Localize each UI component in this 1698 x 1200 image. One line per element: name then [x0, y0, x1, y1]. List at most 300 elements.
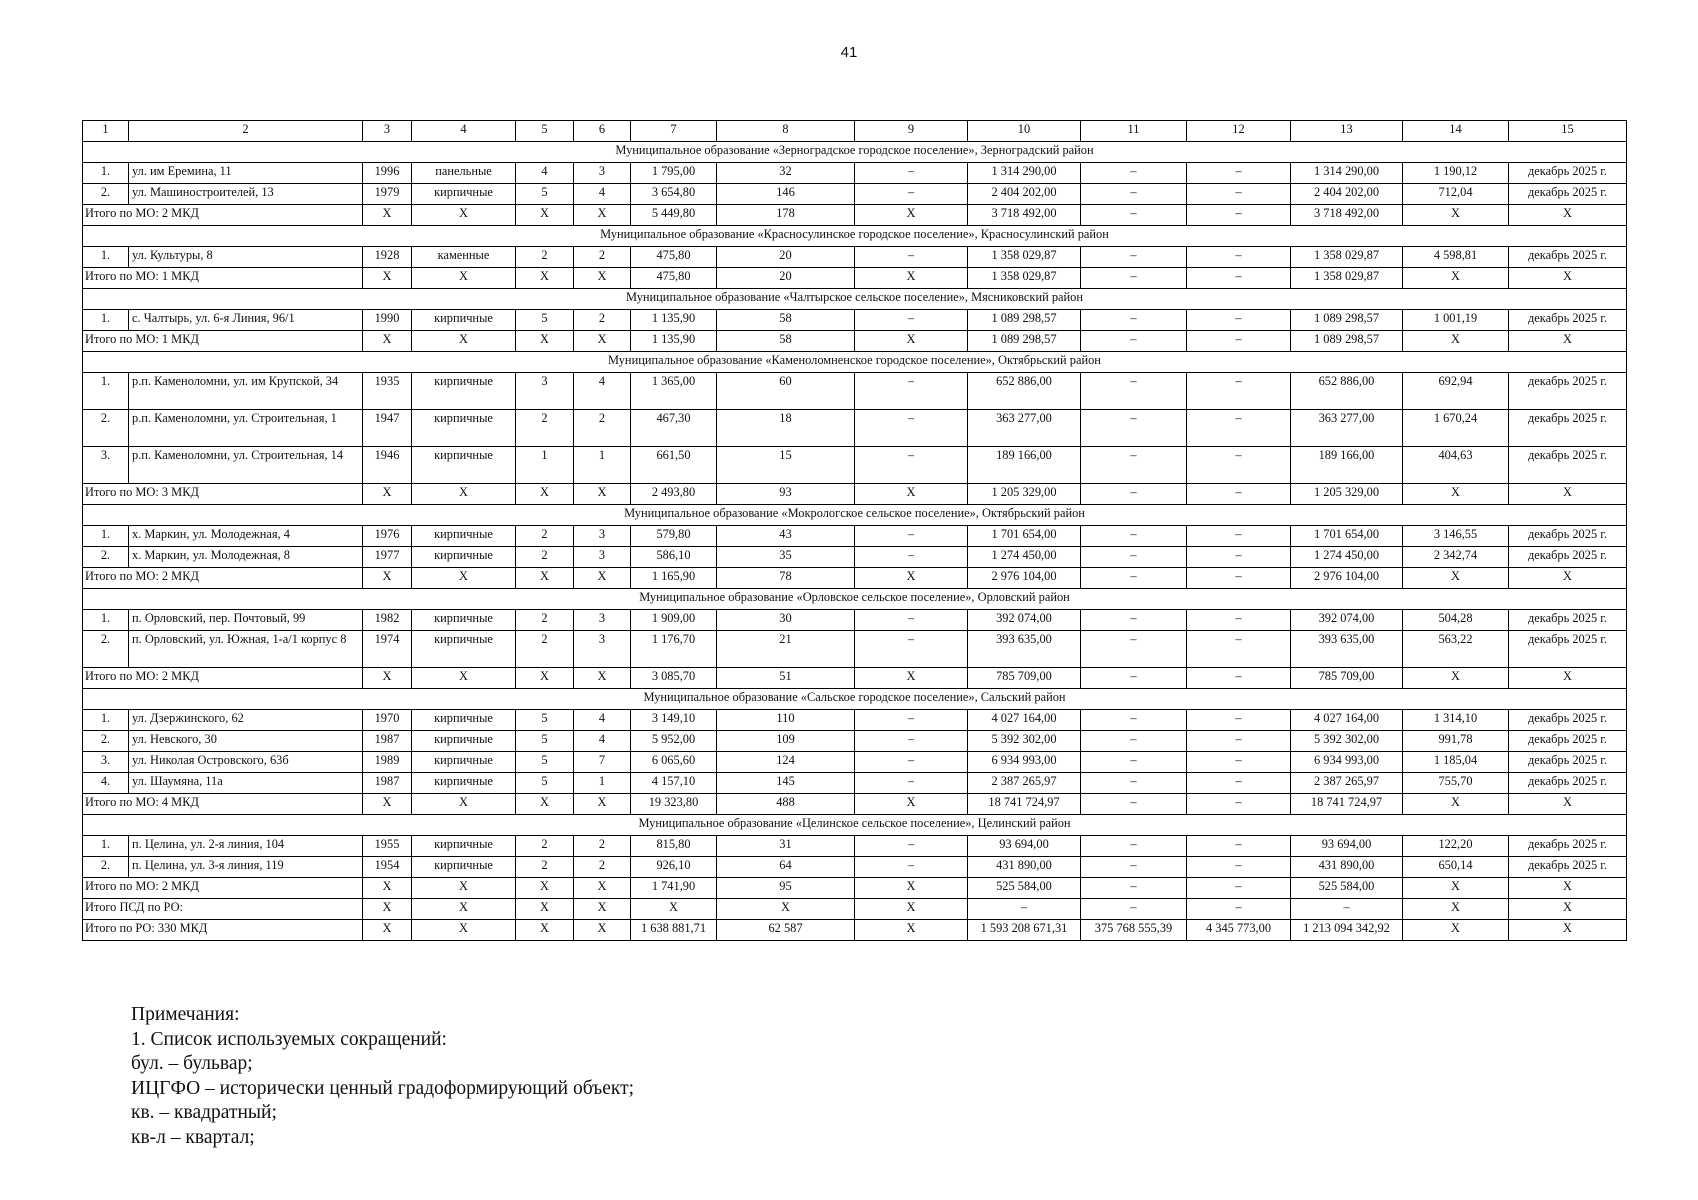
table-cell: – — [1187, 631, 1291, 668]
table-row — [83, 247, 1627, 268]
table-cell: X — [1403, 794, 1509, 815]
table-cell: – — [1081, 526, 1187, 547]
section-title: Муниципальное образование «Сальское городское поселение», Сальский район — [83, 689, 1627, 710]
table-cell: 815,80 — [631, 836, 717, 857]
table-cell: 1979 — [363, 184, 412, 205]
table-cell: 475,80 — [631, 268, 717, 289]
table-cell: – — [1081, 568, 1187, 589]
table-cell: – — [855, 731, 968, 752]
table-cell: 2 — [516, 547, 574, 568]
section-title-row — [83, 352, 1627, 373]
table-cell: – — [855, 247, 968, 268]
table-cell: 1 135,90 — [631, 310, 717, 331]
table-cell: X — [412, 878, 516, 899]
header-cell: 5 — [516, 121, 574, 142]
table-row — [83, 610, 1627, 631]
section-total-row — [83, 568, 1627, 589]
table-cell: 5 — [516, 752, 574, 773]
table-row — [83, 526, 1627, 547]
table-cell: X — [516, 568, 574, 589]
table-cell: – — [1081, 247, 1187, 268]
table-cell: X — [363, 920, 412, 941]
table-cell: – — [855, 631, 968, 668]
table-cell: 393 635,00 — [1291, 631, 1403, 668]
table-cell: X — [516, 920, 574, 941]
note-line: бул. – бульвар; — [131, 1053, 253, 1074]
table-cell: 2. — [83, 631, 129, 668]
table-cell: 2 976 104,00 — [968, 568, 1081, 589]
table-cell: X — [855, 920, 968, 941]
section-title-row — [83, 815, 1627, 836]
table-cell: – — [855, 184, 968, 205]
table-cell: 431 890,00 — [968, 857, 1081, 878]
table-cell: 6 934 993,00 — [1291, 752, 1403, 773]
table-row — [83, 163, 1627, 184]
table-cell: – — [1187, 568, 1291, 589]
table-cell: 32 — [717, 163, 855, 184]
table-cell: – — [1081, 878, 1187, 899]
table-cell: декабрь 2025 г. — [1509, 710, 1627, 731]
section-title-row — [83, 689, 1627, 710]
table-cell: – — [1187, 268, 1291, 289]
table-cell: п. Орловский, ул. Южная, 1-а/1 корпус 8 — [129, 631, 363, 668]
table-cell: декабрь 2025 г. — [1509, 247, 1627, 268]
table-cell: – — [1081, 731, 1187, 752]
table-cell: X — [1509, 668, 1627, 689]
header-cell: 9 — [855, 121, 968, 142]
table-cell: 4 — [516, 163, 574, 184]
table-cell: 1 795,00 — [631, 163, 717, 184]
table-cell: – — [1081, 631, 1187, 668]
section-title: Муниципальное образование «Красносулинское городское поселение», Красносулинский район — [83, 226, 1627, 247]
table-cell: 4 — [574, 710, 631, 731]
table-cell: 3 718 492,00 — [968, 205, 1081, 226]
table-cell: 1928 — [363, 247, 412, 268]
table-cell: X — [363, 668, 412, 689]
note-line: 1. Список используемых сокращений: — [131, 1028, 447, 1050]
table-cell: 1 089 298,57 — [1291, 310, 1403, 331]
table-cell: 2 — [574, 836, 631, 857]
table-cell: 5 — [516, 773, 574, 794]
table-cell: – — [1081, 752, 1187, 773]
table-cell: – — [1081, 484, 1187, 505]
table-cell: 4 — [574, 184, 631, 205]
table-cell: – — [855, 710, 968, 731]
table-cell: – — [855, 310, 968, 331]
table-cell: 5 — [516, 310, 574, 331]
table-cell: X — [1403, 484, 1509, 505]
table-row — [83, 373, 1627, 410]
total-label: Итого ПСД по РО: — [83, 899, 363, 920]
section-title-row — [83, 142, 1627, 163]
table-cell: 1955 — [363, 836, 412, 857]
grand-total-row — [83, 899, 1627, 920]
table-cell: – — [1187, 773, 1291, 794]
table-cell: – — [1081, 668, 1187, 689]
total-label: Итого по МО: 1 МКД — [83, 268, 363, 289]
table-cell: 6 065,60 — [631, 752, 717, 773]
table-cell: 1 — [516, 447, 574, 484]
table-row — [83, 857, 1627, 878]
table-cell: X — [574, 668, 631, 689]
table-body — [83, 121, 1627, 941]
table-cell: кирпичные — [412, 857, 516, 878]
table-cell: ул. Дзержинского, 62 — [129, 710, 363, 731]
table-cell: 1 741,90 — [631, 878, 717, 899]
table-cell: – — [1187, 205, 1291, 226]
table-cell: 93 694,00 — [1291, 836, 1403, 857]
table-cell: 1947 — [363, 410, 412, 447]
header-cell: 8 — [717, 121, 855, 142]
table-cell: – — [1291, 899, 1403, 920]
table-cell: – — [1187, 547, 1291, 568]
total-label: Итого по МО: 2 МКД — [83, 668, 363, 689]
table-row — [83, 773, 1627, 794]
table-cell: – — [855, 752, 968, 773]
table-cell: – — [1081, 710, 1187, 731]
table-cell: – — [1081, 410, 1187, 447]
table-cell: ул. Невского, 30 — [129, 731, 363, 752]
table-cell: X — [855, 899, 968, 920]
table-cell: – — [1187, 794, 1291, 815]
table-cell: 30 — [717, 610, 855, 631]
table-cell: 58 — [717, 310, 855, 331]
table-cell: 2 976 104,00 — [1291, 568, 1403, 589]
table-cell: X — [516, 268, 574, 289]
table-cell: 62 587 — [717, 920, 855, 941]
table-cell: 1. — [83, 373, 129, 410]
table-cell: 1990 — [363, 310, 412, 331]
total-label: Итого по МО: 4 МКД — [83, 794, 363, 815]
table-cell: кирпичные — [412, 610, 516, 631]
table-cell: кирпичные — [412, 631, 516, 668]
table-cell: 3 — [574, 526, 631, 547]
table-cell: – — [1081, 331, 1187, 352]
table-cell: 4. — [83, 773, 129, 794]
table-cell: 1 638 881,71 — [631, 920, 717, 941]
table-cell: декабрь 2025 г. — [1509, 410, 1627, 447]
table-cell: декабрь 2025 г. — [1509, 373, 1627, 410]
table-cell: 375 768 555,39 — [1081, 920, 1187, 941]
table-cell: 1 185,04 — [1403, 752, 1509, 773]
table-cell: 3 — [574, 610, 631, 631]
section-title: Муниципальное образование «Чалтырское сельское поселение», Мясниковский район — [83, 289, 1627, 310]
table-cell: декабрь 2025 г. — [1509, 731, 1627, 752]
table-cell: кирпичные — [412, 731, 516, 752]
table-cell: – — [855, 836, 968, 857]
table-cell: 5 952,00 — [631, 731, 717, 752]
section-total-row — [83, 205, 1627, 226]
table-cell: 5 — [516, 731, 574, 752]
table-cell: X — [574, 331, 631, 352]
table-cell: 1 135,90 — [631, 331, 717, 352]
table-cell: 1 365,00 — [631, 373, 717, 410]
table-cell: 1 701 654,00 — [1291, 526, 1403, 547]
table-cell: 4 345 773,00 — [1187, 920, 1291, 941]
table-cell: 122,20 — [1403, 836, 1509, 857]
table-cell: декабрь 2025 г. — [1509, 447, 1627, 484]
table-cell: декабрь 2025 г. — [1509, 310, 1627, 331]
table-cell: 1 205 329,00 — [968, 484, 1081, 505]
table-cell: X — [1403, 899, 1509, 920]
table-cell: – — [1187, 163, 1291, 184]
note-line: ИЦГФО – исторически ценный градоформирующий объект; — [131, 1077, 635, 1099]
table-cell: X — [363, 331, 412, 352]
table-cell: X — [1403, 331, 1509, 352]
header-cell: 6 — [574, 121, 631, 142]
section-total-row — [83, 484, 1627, 505]
section-title: Муниципальное образование «Зерноградское городское поселение», Зерноградский район — [83, 142, 1627, 163]
table-cell: – — [855, 373, 968, 410]
section-total-row — [83, 268, 1627, 289]
header-cell: 13 — [1291, 121, 1403, 142]
table-cell: 178 — [717, 205, 855, 226]
table-cell: X — [516, 331, 574, 352]
table-cell: X — [1509, 920, 1627, 941]
table-cell: 6 934 993,00 — [968, 752, 1081, 773]
table-cell: X — [412, 268, 516, 289]
table-cell: X — [574, 794, 631, 815]
table-cell: 363 277,00 — [1291, 410, 1403, 447]
total-label: Итого по МО: 2 МКД — [83, 568, 363, 589]
table-cell: п. Целина, ул. 2-я линия, 104 — [129, 836, 363, 857]
table-cell: X — [1403, 268, 1509, 289]
table-cell: 189 166,00 — [1291, 447, 1403, 484]
table-cell: 2 — [516, 857, 574, 878]
table-cell: – — [1081, 836, 1187, 857]
section-total-row — [83, 668, 1627, 689]
table-cell: – — [1081, 547, 1187, 568]
table-cell: 1987 — [363, 731, 412, 752]
table-cell: 1. — [83, 310, 129, 331]
table-cell: 3 — [516, 373, 574, 410]
table-cell: 563,22 — [1403, 631, 1509, 668]
table-cell: 1974 — [363, 631, 412, 668]
table-cell: – — [1081, 794, 1187, 815]
table-cell: 2. — [83, 547, 129, 568]
table-cell: 189 166,00 — [968, 447, 1081, 484]
table-cell: 1 205 329,00 — [1291, 484, 1403, 505]
table-cell: 1989 — [363, 752, 412, 773]
table-cell: X — [1509, 794, 1627, 815]
table-cell: – — [1187, 899, 1291, 920]
section-title: Муниципальное образование «Мокрологское сельское поселение», Октябрьский район — [83, 505, 1627, 526]
table-cell: 35 — [717, 547, 855, 568]
table-cell: 1996 — [363, 163, 412, 184]
table-cell: 2. — [83, 410, 129, 447]
table-cell: X — [412, 568, 516, 589]
table-cell: 3 — [574, 547, 631, 568]
table-cell: X — [412, 794, 516, 815]
section-total-row — [83, 331, 1627, 352]
table-cell: 1 358 029,87 — [1291, 247, 1403, 268]
table-cell: – — [1187, 331, 1291, 352]
table-cell: – — [855, 610, 968, 631]
table-cell: кирпичные — [412, 752, 516, 773]
header-cell: 14 — [1403, 121, 1509, 142]
table-cell: – — [1187, 878, 1291, 899]
table-cell: декабрь 2025 г. — [1509, 526, 1627, 547]
table-cell: 7 — [574, 752, 631, 773]
table-cell: 4 157,10 — [631, 773, 717, 794]
table-cell: 3 718 492,00 — [1291, 205, 1403, 226]
table-cell: 1 670,24 — [1403, 410, 1509, 447]
table-cell: X — [1509, 878, 1627, 899]
table-cell: 21 — [717, 631, 855, 668]
table-cell: 1 358 029,87 — [968, 247, 1081, 268]
table-cell: 475,80 — [631, 247, 717, 268]
section-title-row — [83, 289, 1627, 310]
table-cell: декабрь 2025 г. — [1509, 610, 1627, 631]
header-cell: 11 — [1081, 121, 1187, 142]
table-cell: – — [1081, 773, 1187, 794]
table-cell: 43 — [717, 526, 855, 547]
table-cell: 1 274 450,00 — [1291, 547, 1403, 568]
table-cell: 652 886,00 — [1291, 373, 1403, 410]
header-cell: 10 — [968, 121, 1081, 142]
table-cell: 31 — [717, 836, 855, 857]
total-label: Итого по МО: 2 МКД — [83, 205, 363, 226]
table-cell: 2 — [574, 857, 631, 878]
table-cell: 363 277,00 — [968, 410, 1081, 447]
table-cell: кирпичные — [412, 773, 516, 794]
table-cell: 1 909,00 — [631, 610, 717, 631]
grand-total-row — [83, 920, 1627, 941]
table-cell: X — [363, 568, 412, 589]
table-cell: кирпичные — [412, 310, 516, 331]
table-cell: 15 — [717, 447, 855, 484]
table-cell: 4 027 164,00 — [968, 710, 1081, 731]
table-cell: 1 314,10 — [1403, 710, 1509, 731]
table-cell: 1 314 290,00 — [1291, 163, 1403, 184]
table-cell: 712,04 — [1403, 184, 1509, 205]
table-cell: каменные — [412, 247, 516, 268]
table-cell: X — [1403, 668, 1509, 689]
note-line: кв. – квадратный; — [131, 1102, 277, 1123]
table-cell: 586,10 — [631, 547, 717, 568]
section-title-row — [83, 589, 1627, 610]
table-cell: – — [1187, 526, 1291, 547]
header-cell: 4 — [412, 121, 516, 142]
table-cell: X — [516, 794, 574, 815]
table-cell: 579,80 — [631, 526, 717, 547]
table-cell: X — [1403, 878, 1509, 899]
table-row — [83, 731, 1627, 752]
table-cell: 3. — [83, 447, 129, 484]
table-cell: кирпичные — [412, 836, 516, 857]
table-cell: X — [1509, 484, 1627, 505]
table-cell: 1 593 208 671,31 — [968, 920, 1081, 941]
table-cell: 1987 — [363, 773, 412, 794]
notes-block — [131, 1003, 634, 1150]
table-cell: 1 213 094 342,92 — [1291, 920, 1403, 941]
table-cell: 650,14 — [1403, 857, 1509, 878]
table-cell: 2 — [516, 836, 574, 857]
table-cell: р.п. Каменоломни, ул. Строительная, 1 — [129, 410, 363, 447]
table-cell: декабрь 2025 г. — [1509, 857, 1627, 878]
table-cell: кирпичные — [412, 373, 516, 410]
table-cell: X — [516, 668, 574, 689]
table-cell: 1 089 298,57 — [1291, 331, 1403, 352]
table-cell: 1. — [83, 710, 129, 731]
table-row — [83, 547, 1627, 568]
table-cell: 95 — [717, 878, 855, 899]
header-cell: 1 — [83, 121, 129, 142]
table-row — [83, 752, 1627, 773]
section-total-row — [83, 794, 1627, 815]
table-cell: – — [1187, 610, 1291, 631]
table-cell: 467,30 — [631, 410, 717, 447]
table-row — [83, 447, 1627, 484]
table-cell: 20 — [717, 268, 855, 289]
table-cell: X — [1403, 205, 1509, 226]
table-cell: ул. Николая Островского, 63б — [129, 752, 363, 773]
table-cell: 110 — [717, 710, 855, 731]
table-cell: X — [1509, 331, 1627, 352]
table-cell: 1982 — [363, 610, 412, 631]
table-cell: 1 001,19 — [1403, 310, 1509, 331]
table-cell: X — [574, 268, 631, 289]
housing-table — [82, 120, 1627, 941]
table-cell: – — [1187, 310, 1291, 331]
table-cell: X — [363, 484, 412, 505]
table-cell: 2. — [83, 731, 129, 752]
section-title: Муниципальное образование «Целинское сельское поселение», Целинский район — [83, 815, 1627, 836]
table-cell: декабрь 2025 г. — [1509, 773, 1627, 794]
table-cell: 785 709,00 — [1291, 668, 1403, 689]
table-cell: 146 — [717, 184, 855, 205]
table-cell: 2 387 265,97 — [1291, 773, 1403, 794]
page-number: 41 — [840, 44, 858, 61]
table-cell: 1. — [83, 836, 129, 857]
section-title: Муниципальное образование «Орловское сельское поселение», Орловский район — [83, 589, 1627, 610]
table-cell: X — [412, 205, 516, 226]
table-cell: 1970 — [363, 710, 412, 731]
table-cell: – — [1081, 163, 1187, 184]
table-cell: 2 493,80 — [631, 484, 717, 505]
table-cell: 525 584,00 — [1291, 878, 1403, 899]
table-cell: 4 598,81 — [1403, 247, 1509, 268]
table-cell: 2 — [516, 410, 574, 447]
table-cell: X — [412, 920, 516, 941]
table-cell: – — [855, 447, 968, 484]
table-cell: 4 — [574, 731, 631, 752]
table-cell: 652 886,00 — [968, 373, 1081, 410]
table-cell: 93 694,00 — [968, 836, 1081, 857]
table-cell: X — [412, 484, 516, 505]
table-cell: – — [855, 163, 968, 184]
table-cell: – — [1187, 731, 1291, 752]
table-cell: ул. Машиностроителей, 13 — [129, 184, 363, 205]
table-cell: X — [363, 794, 412, 815]
table-cell: декабрь 2025 г. — [1509, 836, 1627, 857]
table-cell: 4 027 164,00 — [1291, 710, 1403, 731]
table-cell: X — [412, 899, 516, 920]
table-cell: – — [855, 526, 968, 547]
table-cell: X — [855, 484, 968, 505]
table-cell: X — [363, 878, 412, 899]
table-cell: кирпичные — [412, 184, 516, 205]
table-cell: X — [855, 568, 968, 589]
table-cell: 692,94 — [1403, 373, 1509, 410]
table-cell: – — [855, 857, 968, 878]
table-cell: 5 — [516, 184, 574, 205]
housing-table-wrapper — [82, 120, 1626, 941]
table-cell: X — [1509, 568, 1627, 589]
total-label: Итого по РО: 330 МКД — [83, 920, 363, 941]
table-cell: X — [1509, 205, 1627, 226]
table-cell: X — [1509, 268, 1627, 289]
